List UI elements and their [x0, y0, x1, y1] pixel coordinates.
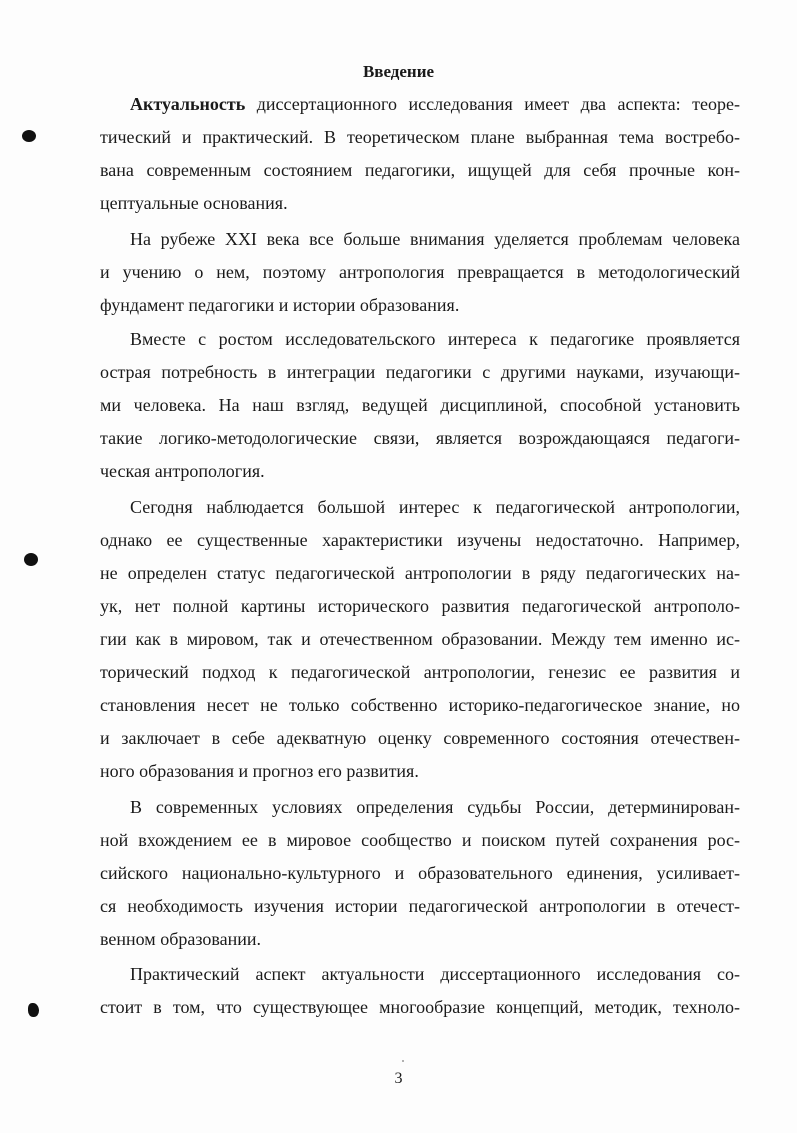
scan-mark: [24, 553, 38, 566]
text-line: ук, нет полной картины исторического развития педагогической антрополо-: [100, 596, 740, 616]
page-title: Введение: [362, 62, 435, 81]
text-line: [130, 90, 740, 118]
text-line: Вместе с ростом исследовательского интереса к педагогике проявляется: [130, 329, 740, 349]
scan-mark: [22, 130, 36, 142]
text-line: Практический аспект актуальности диссертационного исследования со-: [130, 964, 740, 984]
text-line: ного образования и прогноз его развития.: [100, 761, 419, 781]
text-line: На рубеже XXI века все больше внимания уделяется проблемам человека: [130, 229, 740, 249]
text-line: такие логико-методологические связи, является возрождающаяся педагоги-: [100, 428, 740, 448]
text-line: ся необходимость изучения истории педагогической антропологии в отечест-: [100, 896, 740, 916]
text-line-content: диссертационного исследования имеет два аспекта: теоре-: [245, 94, 740, 114]
emphasis-term: Актуальность: [130, 94, 246, 114]
text-line: Сегодня наблюдается большой интерес к педагогической антропологии,: [130, 497, 740, 517]
text-line: ми человека. На наш взгляд, ведущей дисциплиной, способной установить: [100, 395, 740, 415]
text-line: стоит в том, что существующее многообразие концепций, методик, техноло-: [100, 997, 740, 1017]
text-line: фундамент педагогики и истории образования.: [100, 295, 460, 315]
scan-mark: [28, 1003, 39, 1017]
text-line: сийского национально-культурного и образовательного единения, усиливает-: [100, 863, 740, 883]
text-line: становления несет не только собственно историко-педагогическое знание, но: [100, 695, 740, 715]
text-line: В современных условиях определения судьбы России, детерминирован-: [130, 797, 740, 817]
text-line: и учению о нем, поэтому антропология превращается в методологический: [100, 262, 740, 282]
text-line: торический подход к педагогической антропологии, генезис ее развития и: [100, 662, 740, 682]
text-line: венном образовании.: [100, 929, 261, 949]
text-line: острая потребность в интеграции педагогики с другими науками, изучающи-: [100, 362, 740, 382]
text-line: не определен статус педагогической антропологии в ряду педагогических на-: [100, 563, 740, 583]
page-number: 3: [394, 1070, 403, 1087]
text-line: однако ее существенные характеристики изучены недостаточно. Например,: [100, 530, 740, 550]
text-line: цептуальные основания.: [100, 193, 288, 213]
text-line: ной вхождением ее в мировое сообщество и поиском путей сохранения рос-: [100, 830, 740, 850]
text-line: и заключает в себе адекватную оценку современного состояния отечествен-: [100, 728, 740, 748]
scan-mark: [402, 1060, 404, 1062]
text-line: ческая антропология.: [100, 461, 265, 481]
text-line: гии как в мировом, так и отечественном образовании. Между тем именно ис-: [100, 629, 740, 649]
text-line: вана современным состоянием педагогики, ищущей для себя прочные кон-: [100, 160, 740, 180]
text-line: тический и практический. В теоретическом плане выбранная тема востребо-: [100, 127, 740, 147]
